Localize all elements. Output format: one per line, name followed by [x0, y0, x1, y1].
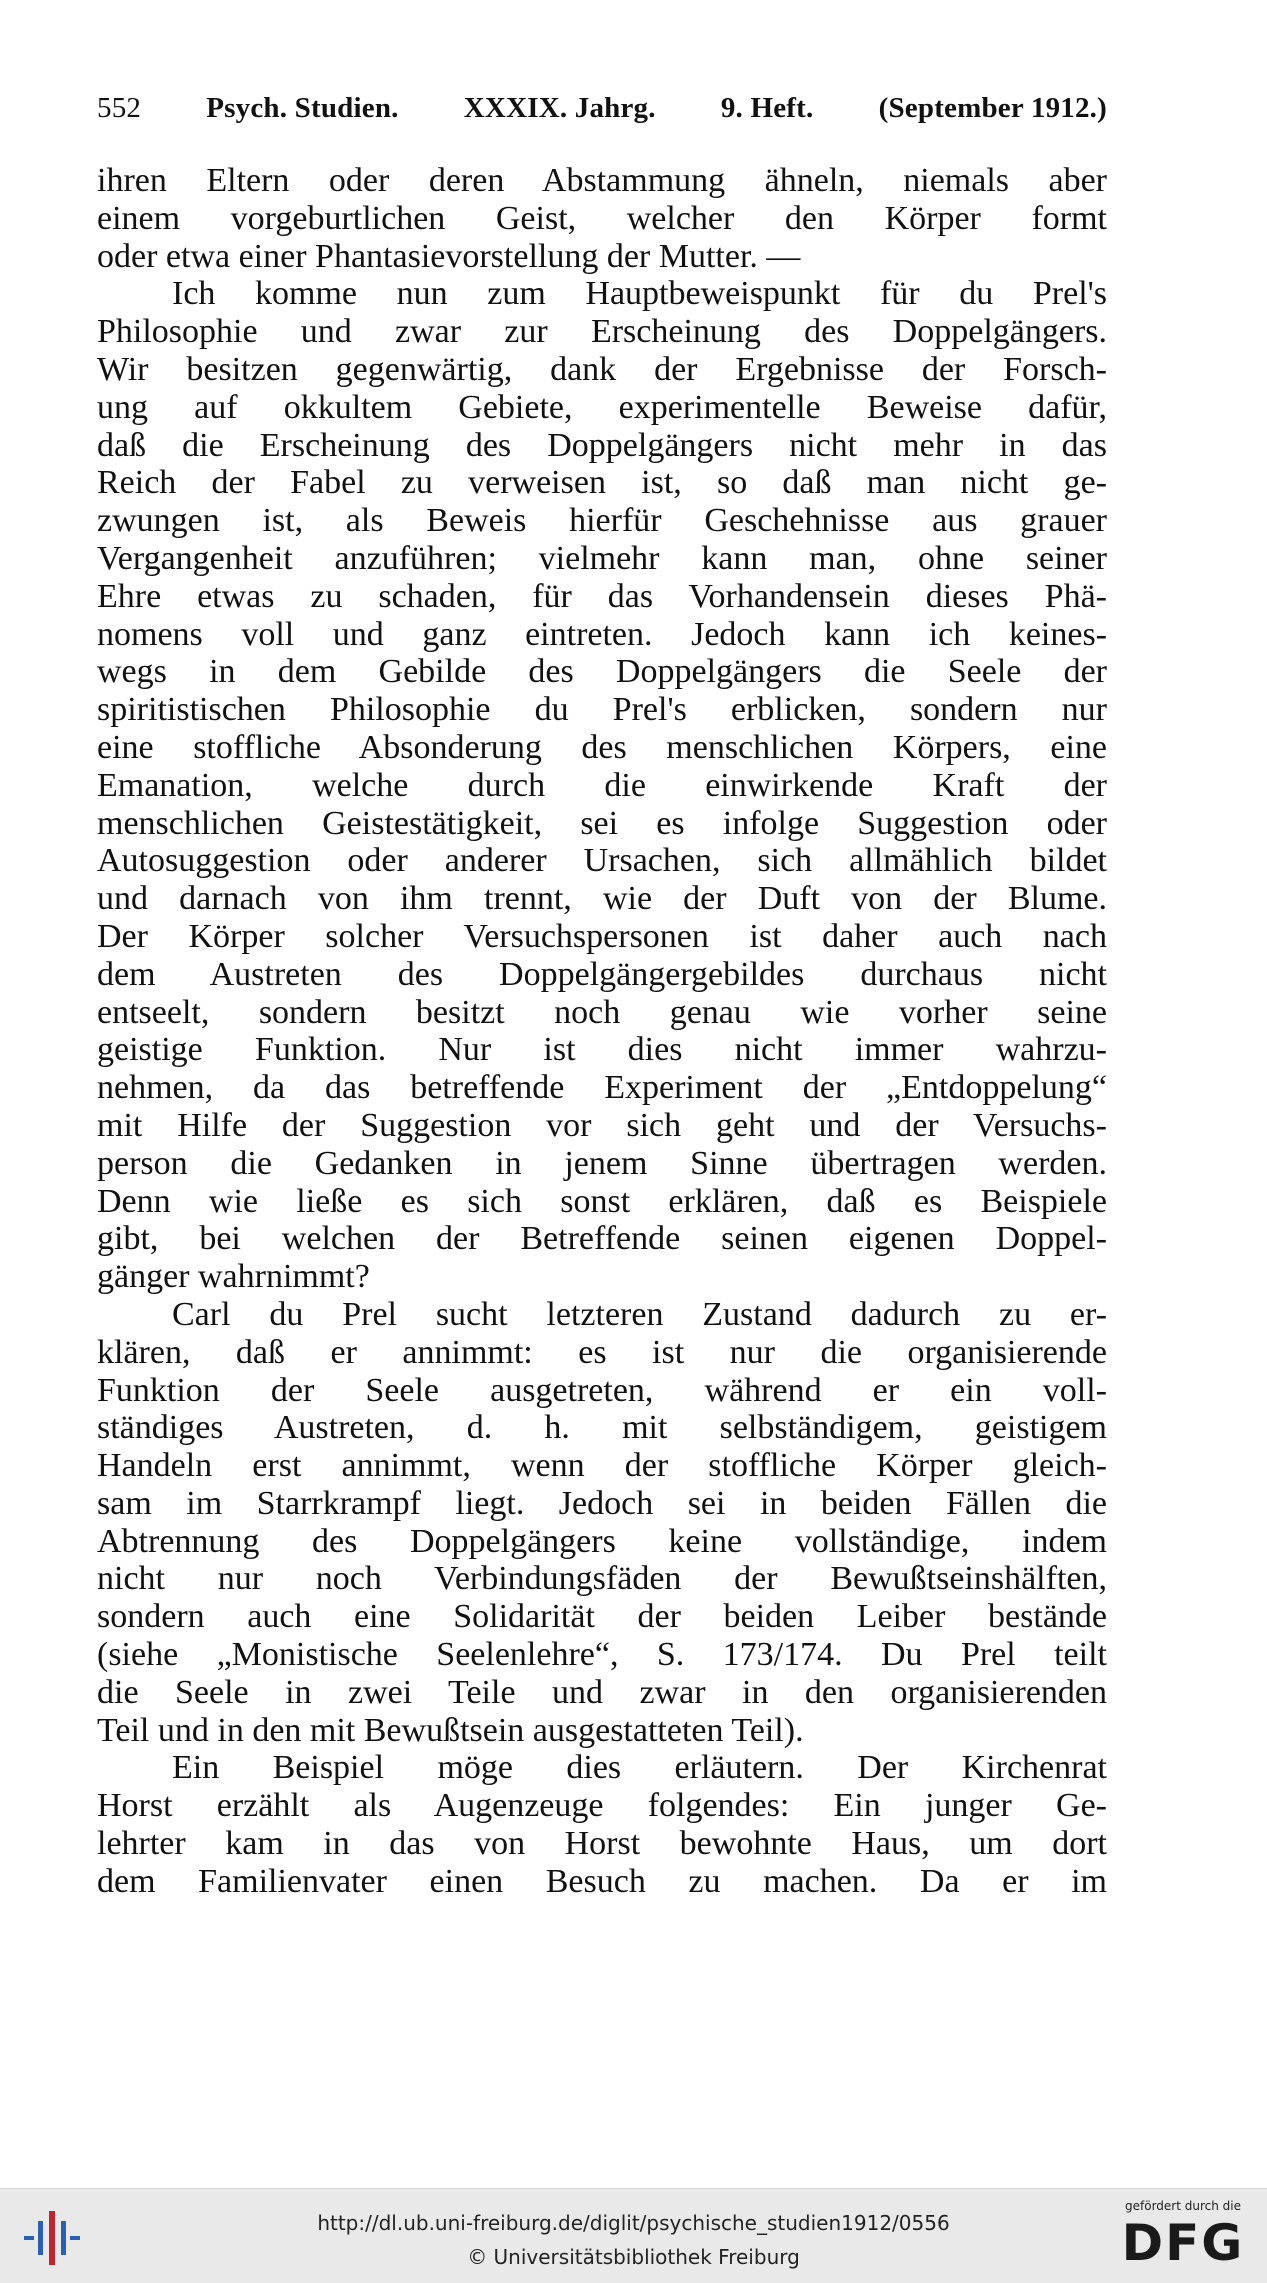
dfg-funding-label: gefördert durch die [1125, 2199, 1241, 2213]
text-line: lehrter kam in das von Horst bewohnte Haus, um dort [97, 1825, 1107, 1863]
dfg-logo[interactable] [1113, 2199, 1253, 2275]
text-line: ung auf okkultem Gebiete, experimentelle Beweise dafür, [97, 388, 1107, 426]
text-line: Ich komme nun zum Hauptbeweispunkt für du Prel's [172, 275, 1107, 313]
text-line: spiritistischen Philosophie du Prel's erblicken, sondern nur [97, 691, 1107, 729]
text-line: eine stoffliche Absonderung des menschlichen Körpers, eine [97, 728, 1107, 766]
copyright-notice: © Universitätsbibliothek Freiburg [467, 2245, 800, 2269]
text-line: gibt, bei welchen der Betreffende seinen eigenen Doppel- [97, 1220, 1107, 1258]
text-line: oder etwa einer Phantasievorstellung der Mutter. — [97, 237, 801, 275]
text-line: Der Körper solcher Versuchspersonen ist daher auch nach [97, 917, 1107, 955]
text-line: Wir besitzen gegenwärtig, dank der Ergebnisse der Forsch- [97, 350, 1107, 388]
text-line: daß die Erscheinung des Doppelgängers nicht mehr in das [97, 426, 1107, 464]
text-line: person die Gedanken in jenem Sinne übertragen werden. [97, 1144, 1107, 1182]
text-line: die Seele in zwei Teile und zwar in den organisierenden [97, 1673, 1107, 1711]
text-line: sam im Starrkrampf liegt. Jedoch sei in beiden Fällen die [97, 1484, 1107, 1522]
text-line: dem Austreten des Doppelgängergebildes durchaus nicht [97, 955, 1107, 993]
text-line: Autosuggestion oder anderer Ursachen, sich allmählich bildet [97, 842, 1107, 880]
text-line: Ehre etwas zu schaden, für das Vorhandensein dieses Phä- [97, 577, 1107, 615]
text-line: menschlichen Geistestätigkeit, sei es infolge Suggestion oder [97, 804, 1107, 842]
issue-label: 9. Heft. [720, 92, 814, 124]
text-line: Teil und in den mit Bewußtsein ausgestatteten Teil). [97, 1711, 804, 1749]
text-line: dem Familienvater einen Besuch zu machen. Da er im [97, 1862, 1107, 1900]
text-line: ständiges Austreten, d. h. mit selbständigem, geistigem [97, 1409, 1107, 1447]
text-line: Abtrennung des Doppelgängers keine vollständige, indem [97, 1522, 1107, 1560]
text-line: entseelt, sondern besitzt noch genau wie vorher seine [97, 993, 1107, 1031]
text-line: Emanation, welche durch die einwirkende Kraft der [97, 766, 1107, 804]
text-line: ihren Eltern oder deren Abstammung ähneln, niemals aber [97, 162, 1107, 199]
text-line: Funktion der Seele ausgetreten, während er ein voll- [97, 1371, 1107, 1409]
text-line: nomens voll und ganz eintreten. Jedoch kann ich keines- [97, 615, 1107, 653]
text-line: wegs in dem Gebilde des Doppelgängers die Seele der [97, 653, 1107, 691]
volume-label: XXXIX. Jahrg. [463, 92, 656, 124]
text-line: Carl du Prel sucht letzteren Zustand dadurch zu er- [172, 1295, 1107, 1333]
issue-date: (September 1912.) [878, 92, 1107, 124]
journal-title: Psych. Studien. [206, 92, 399, 124]
text-line: nehmen, da das betreffende Experiment der „Entdoppelung“ [97, 1069, 1107, 1107]
running-head [97, 92, 1107, 132]
text-line: Ein Beispiel möge dies erläutern. Der Kirchenrat [172, 1749, 1107, 1787]
text-line: gänger wahrnimmt? [97, 1258, 370, 1296]
text-line: Horst erzählt als Augenzeuge folgendes: Ein junger Ge- [97, 1787, 1107, 1825]
text-line: Denn wie ließe es sich sonst erklären, daß es Beispiele [97, 1182, 1107, 1220]
text-line: (siehe „Monistische Seelenlehre“, S. 173/174. Du Prel teilt [97, 1636, 1107, 1674]
text-line: Vergangenheit anzuführen; vielmehr kann man, ohne seiner [97, 539, 1107, 577]
text-line: nicht nur noch Verbindungsfäden der Bewußtseinshälften, [97, 1560, 1107, 1598]
text-line: Philosophie und zwar zur Erscheinung des Doppelgängers. [97, 313, 1107, 351]
text-line: sondern auch eine Solidarität der beiden Leiber bestände [97, 1598, 1107, 1636]
text-line: klären, daß er annimmt: es ist nur die organisierende [97, 1333, 1107, 1371]
body-text [97, 162, 1107, 1901]
text-line: Reich der Fabel zu verweisen ist, so daß man nicht ge- [97, 464, 1107, 502]
viewer-footer [0, 2188, 1267, 2283]
dfg-wordmark: DFG [1121, 2214, 1245, 2272]
text-line: und darnach von ihm trennt, wie der Duft von der Blume. [97, 880, 1107, 918]
text-line: Handeln erst annimmt, wenn der stoffliche Körper gleich- [97, 1447, 1107, 1485]
text-line: geistige Funktion. Nur ist dies nicht immer wahrzu- [97, 1031, 1107, 1069]
document-url-link[interactable]: http://dl.ub.uni-freiburg.de/diglit/psychische_studien1912/0556 [317, 2211, 950, 2235]
text-line: einem vorgeburtlichen Geist, welcher den Körper formt [97, 199, 1107, 237]
page-number: 552 [97, 92, 142, 124]
text-line: zwungen ist, als Beweis hierfür Geschehnisse aus grauer [97, 502, 1107, 540]
text-line: mit Hilfe der Suggestion vor sich geht und der Versuchs- [97, 1106, 1107, 1144]
